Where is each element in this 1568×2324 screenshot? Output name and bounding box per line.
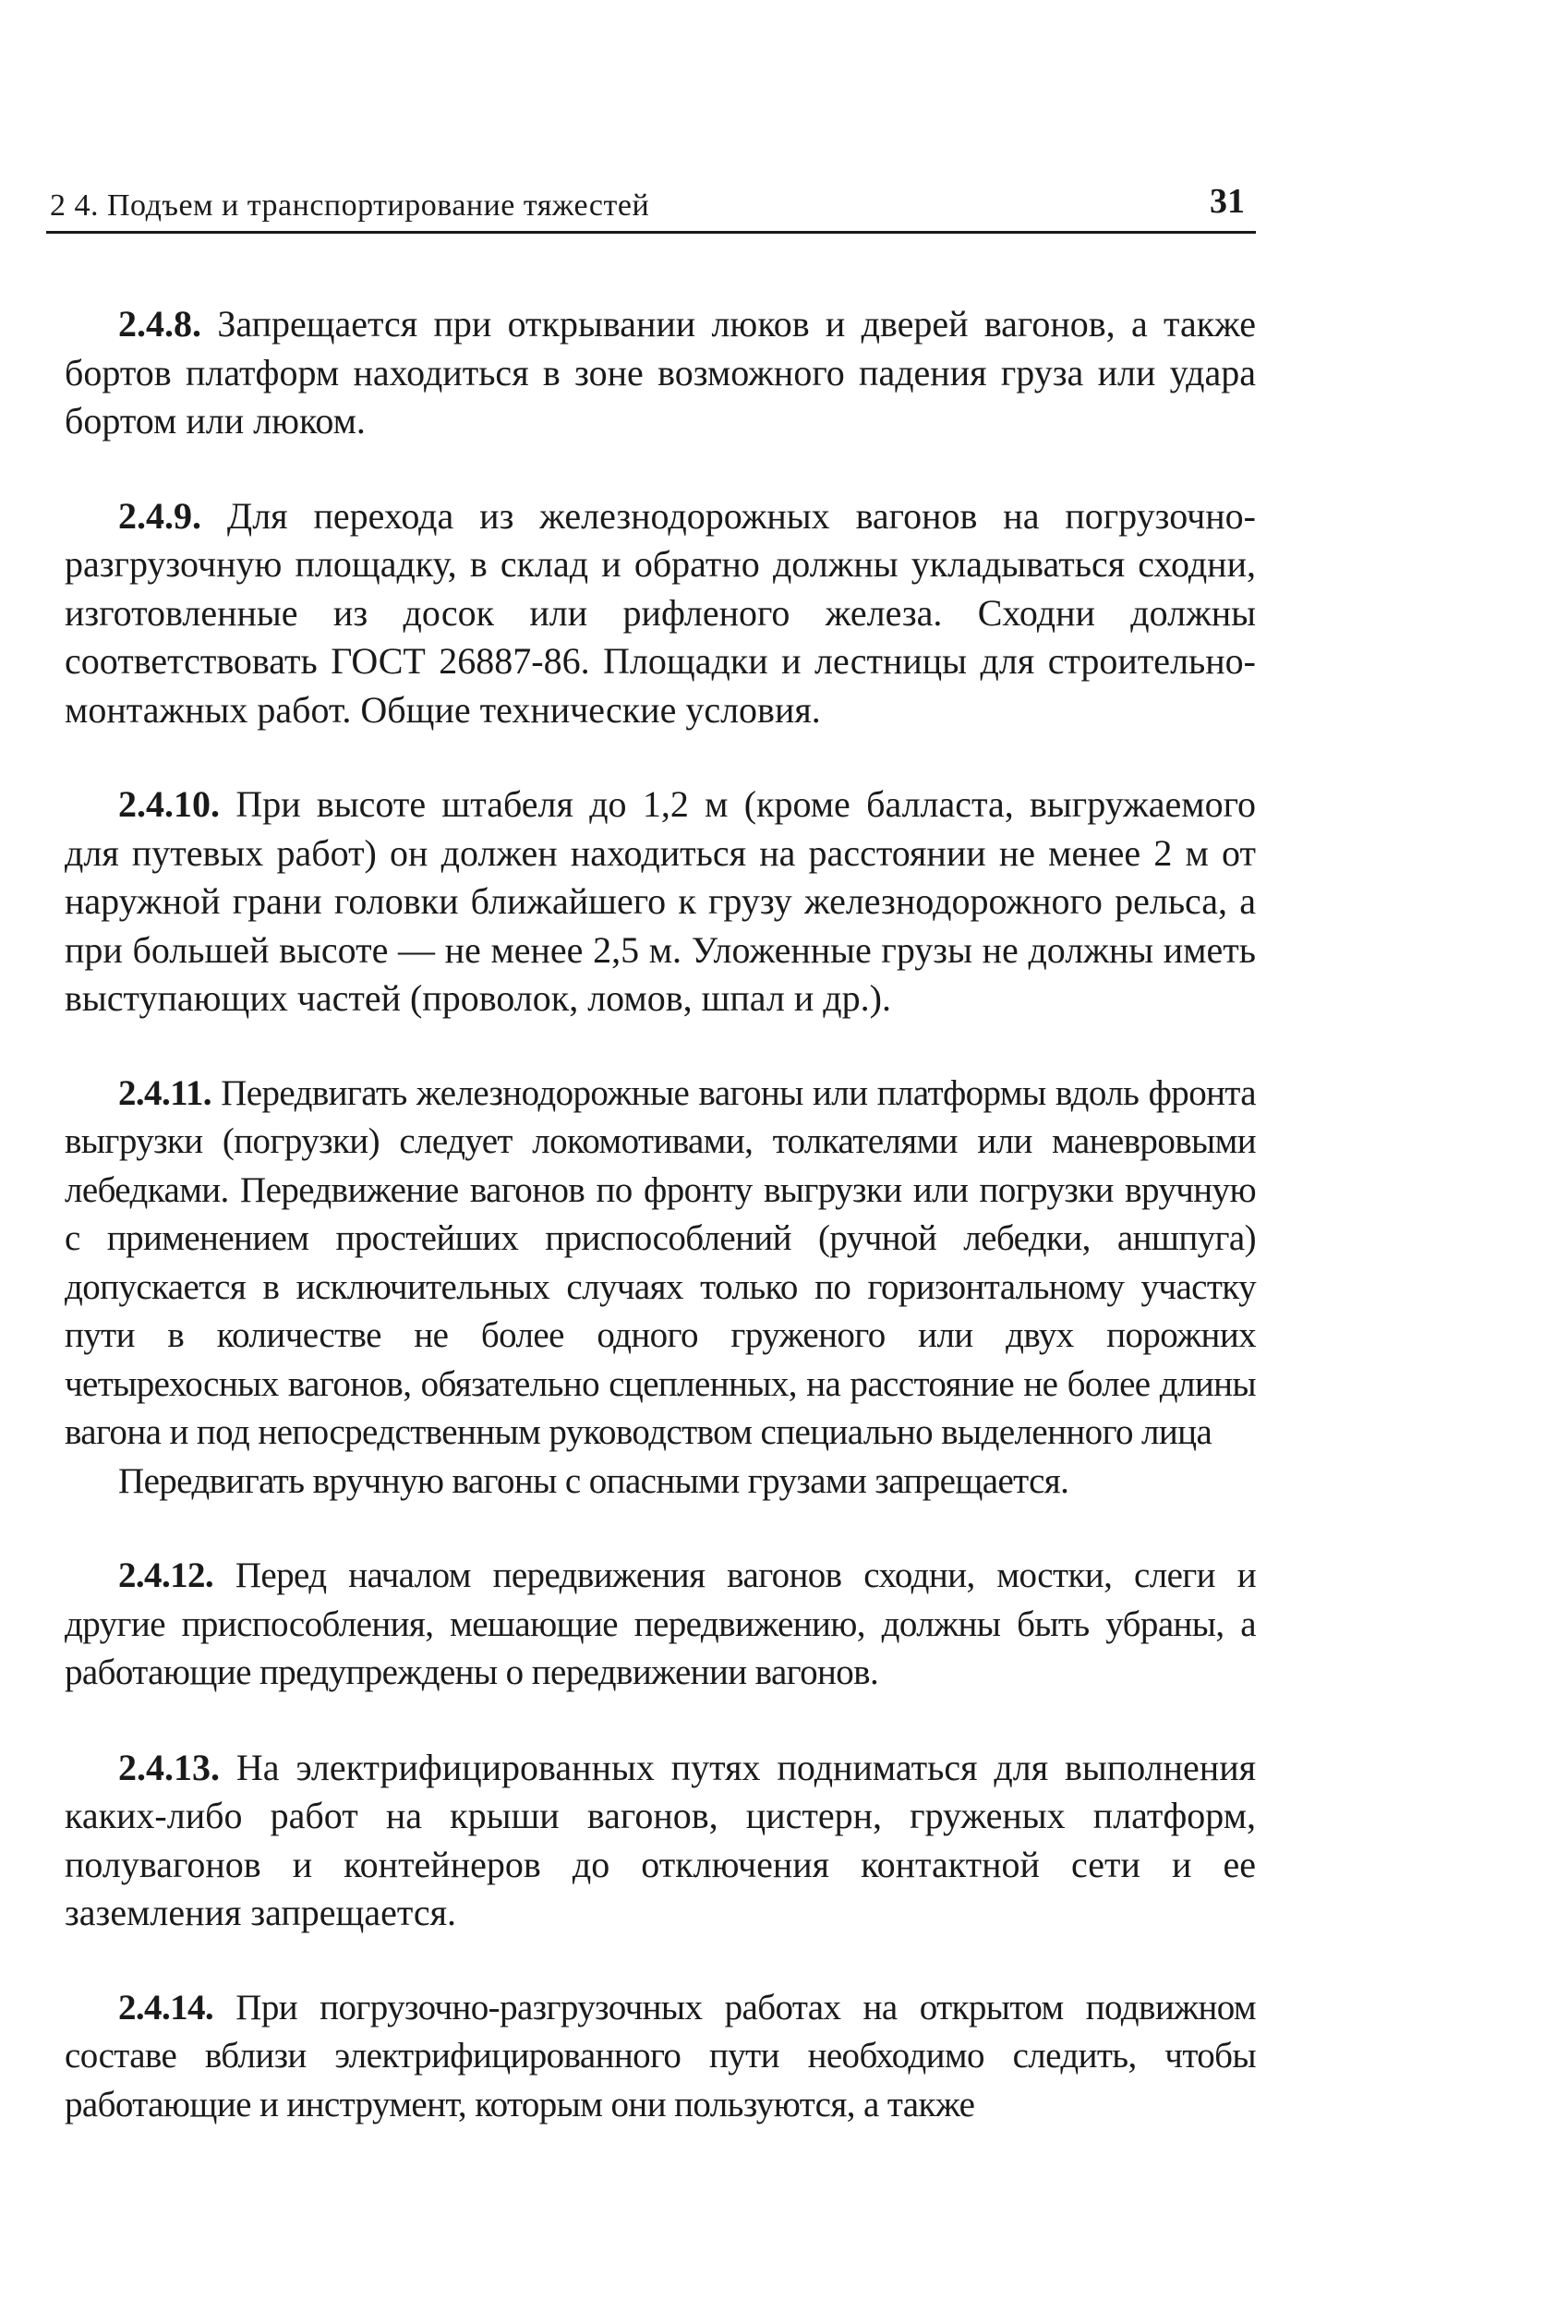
clause-number: 2.4.9. xyxy=(118,494,201,537)
clause-number: 2.4.10. xyxy=(118,783,220,825)
clause-text: Для перехода из железнодорожных вагонов на погрузочно-разгрузочную площадку, в склад и обратно должны укладываться сходни, изготовленные из досок или рифленого железа. Сходни должны соответствовать ГОСТ 26887-86. Площадки и лестницы для строительно-монтажных работ. Общие технические условия. xyxy=(65,494,1257,731)
page-body xyxy=(65,300,1256,2175)
header-divider xyxy=(46,231,1256,234)
clause-number: 2.4.8. xyxy=(118,303,201,345)
clause-text: Передвигать железнодорожные вагоны или платформы вдоль фронта выгрузки (погрузки) следует локомотивами, толкателями или маневровыми лебедками. Передвижение вагонов по фронту выгрузки или погрузки вручную с применением простейших приспособлений (ручной лебедки, аншпуга) допускается в исключительных случаях только по горизонтальному участку пути в количестве не более одного груженого или двух порожних четырехосных вагонов, обязательно сцепленных, на расстояние не более длины вагона и под непосредственным руководством специально выделенного лица xyxy=(65,1072,1257,1452)
clause-text: Запрещается при открывании люков и дверей вагонов, а также бортов платформ находиться в зоне возможного падения груза или удара бортом или люком. xyxy=(65,303,1257,442)
paragraph-2-4-12 xyxy=(65,1552,1256,1698)
paragraph-2-4-8 xyxy=(65,300,1256,446)
clause-text: При погрузочно-разгрузочных работах на открытом подвижном составе вблизи электрифицированного пути необходимо следить, чтобы работающие и инструмент, которым они пользуются, а также xyxy=(65,1987,1256,2124)
clause-text: На электрифицированных путях подниматься для выполнения каких-либо работ на крыши вагонов, цистерн, груженых платформ, полувагонов и контейнеров до отключения контактной сети и ее заземления запрещается. xyxy=(65,1746,1257,1933)
clause-number: 2.4.12. xyxy=(118,1555,214,1595)
paragraph-2-4-11-continuation xyxy=(65,1458,1256,1507)
clause-text: Перед началом передвижения вагонов сходни, мостки, слеги и другие приспособления, мешающие передвижению, должны быть убраны, а работающие предупреждены о передвижении вагонов. xyxy=(65,1555,1256,1692)
running-header xyxy=(46,181,1256,233)
paragraph-2-4-11 xyxy=(65,1070,1256,1458)
paragraph-2-4-10 xyxy=(65,781,1256,1023)
clause-number: 2.4.11. xyxy=(118,1072,211,1113)
clause-text: Передвигать вручную вагоны с опасными грузами запрещается. xyxy=(118,1460,1069,1501)
clause-text: При высоте штабеля до 1,2 м (кроме балласта, выгружаемого для путевых работ) он должен находиться на расстоянии не менее 2 м от наружной грани головки ближайшего к грузу железнодорожного рельса, а при большей высоте — не менее 2,5 м. Уложенные грузы не должны иметь выступающих частей (проволок, ломов, шпал и др.). xyxy=(65,783,1257,1019)
paragraph-2-4-9 xyxy=(65,492,1256,735)
section-title: 2 4. Подъем и транспортирование тяжестей xyxy=(50,188,650,223)
paragraph-2-4-13 xyxy=(65,1744,1256,1938)
clause-number: 2.4.13. xyxy=(118,1746,220,1788)
clause-number: 2.4.14. xyxy=(118,1987,214,2027)
paragraph-2-4-14 xyxy=(65,1984,1256,2130)
page-number: 31 xyxy=(1210,182,1245,221)
